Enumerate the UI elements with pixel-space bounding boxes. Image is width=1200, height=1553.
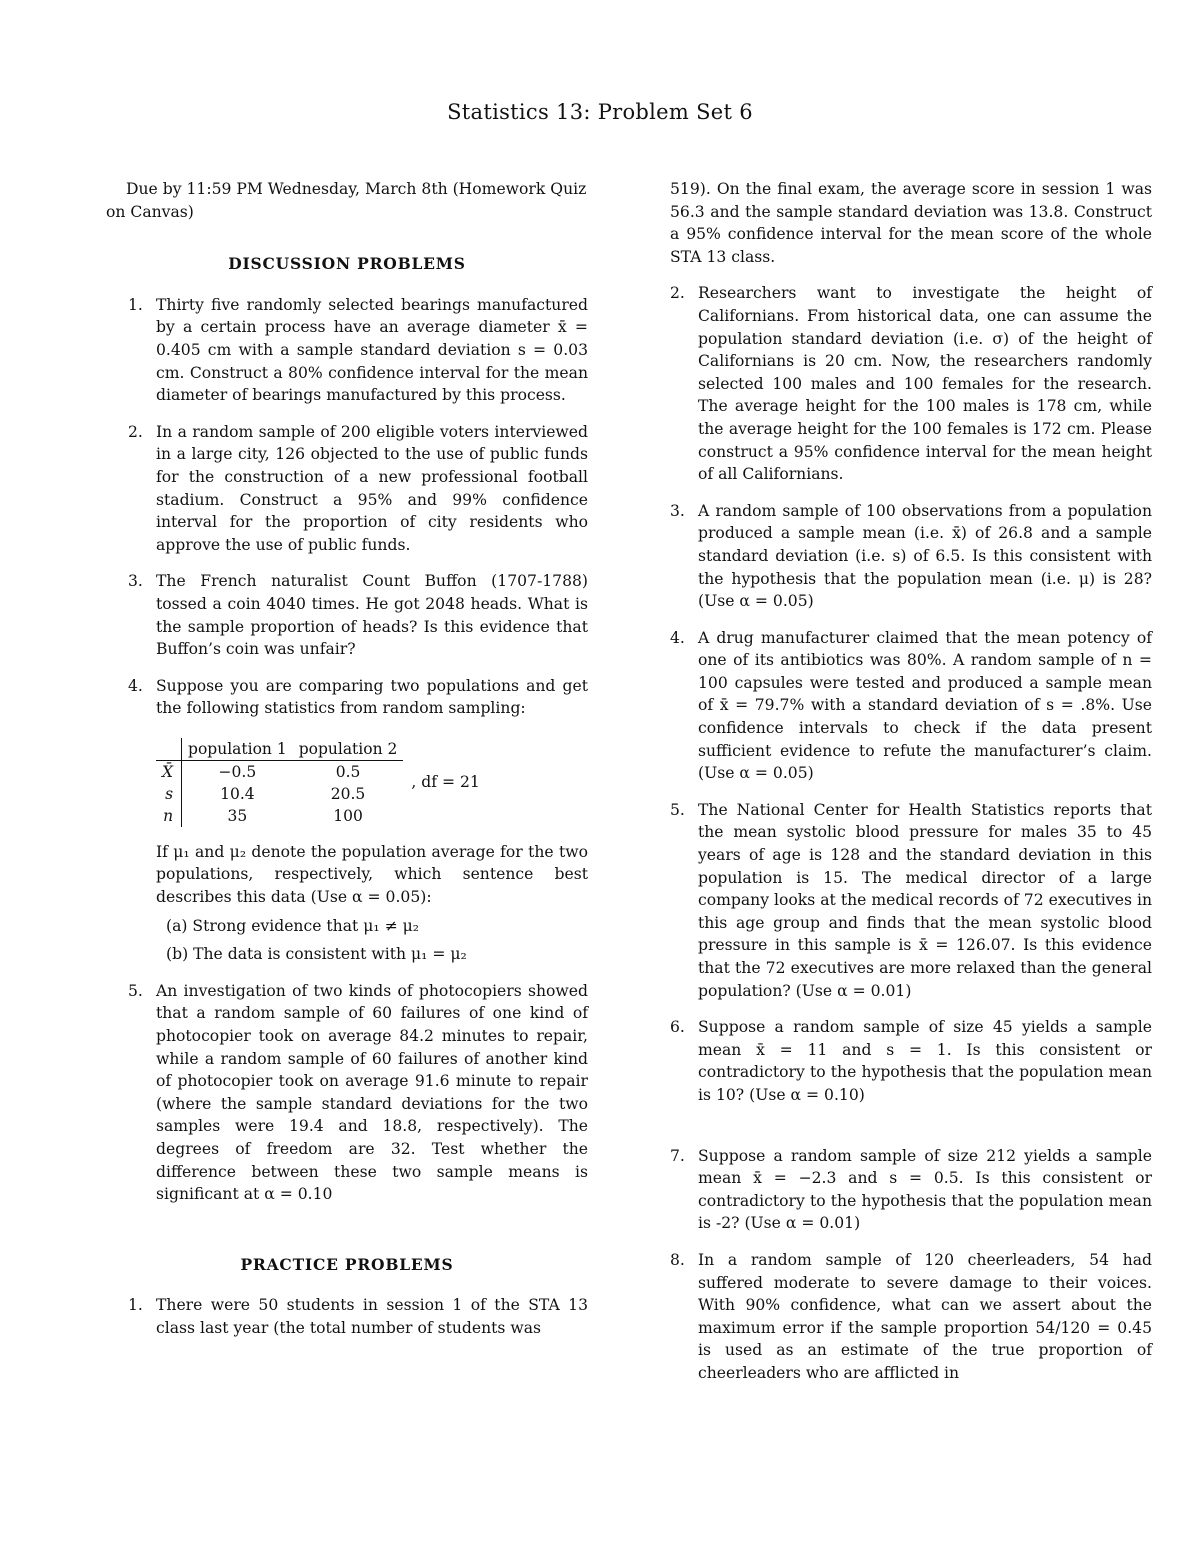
- degrees-of-freedom-label: , df = 21: [411, 773, 480, 792]
- practice-problem-6: 6. Suppose a random sample of size 45 yields a sample mean x̄ = 11 and s = 1. Is this consistent or contradictory to the hypothesis that the population mean is 10? (Use α = 0.10): [670, 1018, 1152, 1104]
- discussion-problem-3: 3. The French naturalist Count Buffon (1707-1788) tossed a coin 4040 times. He got 2048 heads. What is the sample proportion of heads? Is this evidence that Buffon’s coin was unfair?: [128, 572, 588, 659]
- practice-problem-5: 5. The National Center for Health Statistics reports that the mean systolic blood pressure for males 35 to 45 years of age is 128 and the standard deviation in this population is 15. The medical director of a large company looks at the medical records of 72 executives in this age group and finds that the mean systolic blood pressure in this sample is x̄ = 126.07. Is this evidence that the 72 executives are more relaxed than the general population? (Use α = 0.01): [670, 800, 1152, 1000]
- problem-4-followup: If μ₁ and μ₂ denote the population average for the two populations, respectively, which sentence best describes this data (Use α = 0.05): (a) Strong evidence that μ₁ ≠ μ₂ (b) The data is consistent with μ₁ = μ₂: [106, 841, 588, 966]
- right-column: [670, 178, 1152, 1399]
- discussion-problem-2: 2. In a random sample of 200 eligible voters interviewed in a large city, 126 objected to the use of public funds for the construction of a new professional football stadium. Construct a 95% and 99% confidence interval for the proportion of city residents who approve the use of public funds.: [128, 422, 588, 554]
- table-row: X̄ −0.5 0.5: [156, 760, 403, 783]
- practice-heading: PRACTICE PROBLEMS: [240, 1254, 454, 1274]
- practice-problem-4: 4. A drug manufacturer claimed that the mean potency of one of its antibiotics was 80%. A random sample of n = 100 capsules were tested and produced a sample mean of x̄ = 79.7% with a standard deviation of s = .8%. Use confidence intervals to check if the data present sufficient evidence to refute the manufacturer’s claim. (Use α = 0.05): [670, 628, 1152, 783]
- practice-problem-2: 2. Researchers want to investigate the height of Californians. From historical data, one can assume the population standard deviation (i.e. σ) of the height of Californians is 20 cm. Now, the researchers randomly selected 100 males and 100 females for the research. The average height for the 100 males is 178 cm, while the average height for the 100 females is 172 cm. Please construct a 95% confidence interval for the mean height of all Californians.: [670, 284, 1152, 484]
- table-header-row: population 1 population 2: [156, 738, 403, 761]
- discussion-problem-4: 4. Suppose you are comparing two populations and get the following statistics from random sampling:: [128, 676, 588, 718]
- practice-problem-8: 8. In a random sample of 120 cheerleaders, 54 had suffered moderate to severe damage to their voices. With 90% confidence, what can we assert about the maximum error if the sample proportion 54/120 = 0.45 is used as an estimate of the true proportion of cheerleaders who are afflicted in: [670, 1250, 1152, 1382]
- practice-problem-1: 1. There were 50 students in session 1 of the STA 13 class last year (the total number of students was: [128, 1296, 588, 1337]
- statistics-table-block: [156, 738, 588, 827]
- page-title: Statistics 13: Problem Set 6: [447, 100, 753, 124]
- table-row: s 10.4 20.5: [156, 783, 403, 805]
- option-a: (a) Strong evidence that μ₁ ≠ μ₂: [166, 916, 419, 935]
- left-column: [106, 178, 588, 1354]
- discussion-problem-1: 1. Thirty five randomly selected bearings manufactured by a certain process have an average diameter x̄ = 0.405 cm with a sample standard deviation s = 0.03 cm. Construct a 80% confidence interval for the mean diameter of bearings manufactured by this process.: [128, 295, 588, 405]
- discussion-heading: DISCUSSION PROBLEMS: [228, 254, 466, 274]
- discussion-list-cont: [106, 980, 588, 1206]
- practice-problem-3: 3. A random sample of 100 observations from a population produced a sample mean (i.e. x̄) of 26.8 and a sample standard deviation (i.e. s) of 6.5. Is this consistent with the hypothesis that the population mean (i.e. μ) is 28? (Use α = 0.05): [670, 501, 1152, 611]
- practice-list-right: [670, 282, 1152, 1384]
- practice-problem-1-continued: 519). On the final exam, the average score in session 1 was 56.3 and the sample standard deviation was 13.8. Construct a 95% confidence interval for the mean score of the whole STA 13 class.: [670, 180, 1152, 266]
- discussion-list: [106, 294, 588, 720]
- practice-problem-7: 7. Suppose a random sample of size 212 yields a sample mean x̄ = −2.3 and s = 0.5. Is this consistent or contradictory to the hypothesis that the population mean is -2? (Use α = 0.01): [670, 1146, 1152, 1233]
- due-date: Due by 11:59 PM Wednesday, March 8th (Homework Quiz on Canvas): [106, 180, 587, 221]
- practice-list-left: [106, 1294, 588, 1339]
- statistics-table: [156, 738, 403, 827]
- table-row: n 35 100: [156, 805, 403, 827]
- option-b: (b) The data is consistent with μ₁ = μ₂: [166, 945, 467, 964]
- discussion-problem-5: 5. An investigation of two kinds of photocopiers showed that a random sample of 60 failures of one kind of photocopier took on average 84.2 minutes to repair, while a random sample of 60 failures of another kind of photocopier took on average 91.6 minute to repair (where the sample standard deviations for the two samples were 19.4 and 18.8, respectively). The degrees of freedom are 32. Test whether the difference between these two sample means is significant at α = 0.10: [128, 981, 588, 1204]
